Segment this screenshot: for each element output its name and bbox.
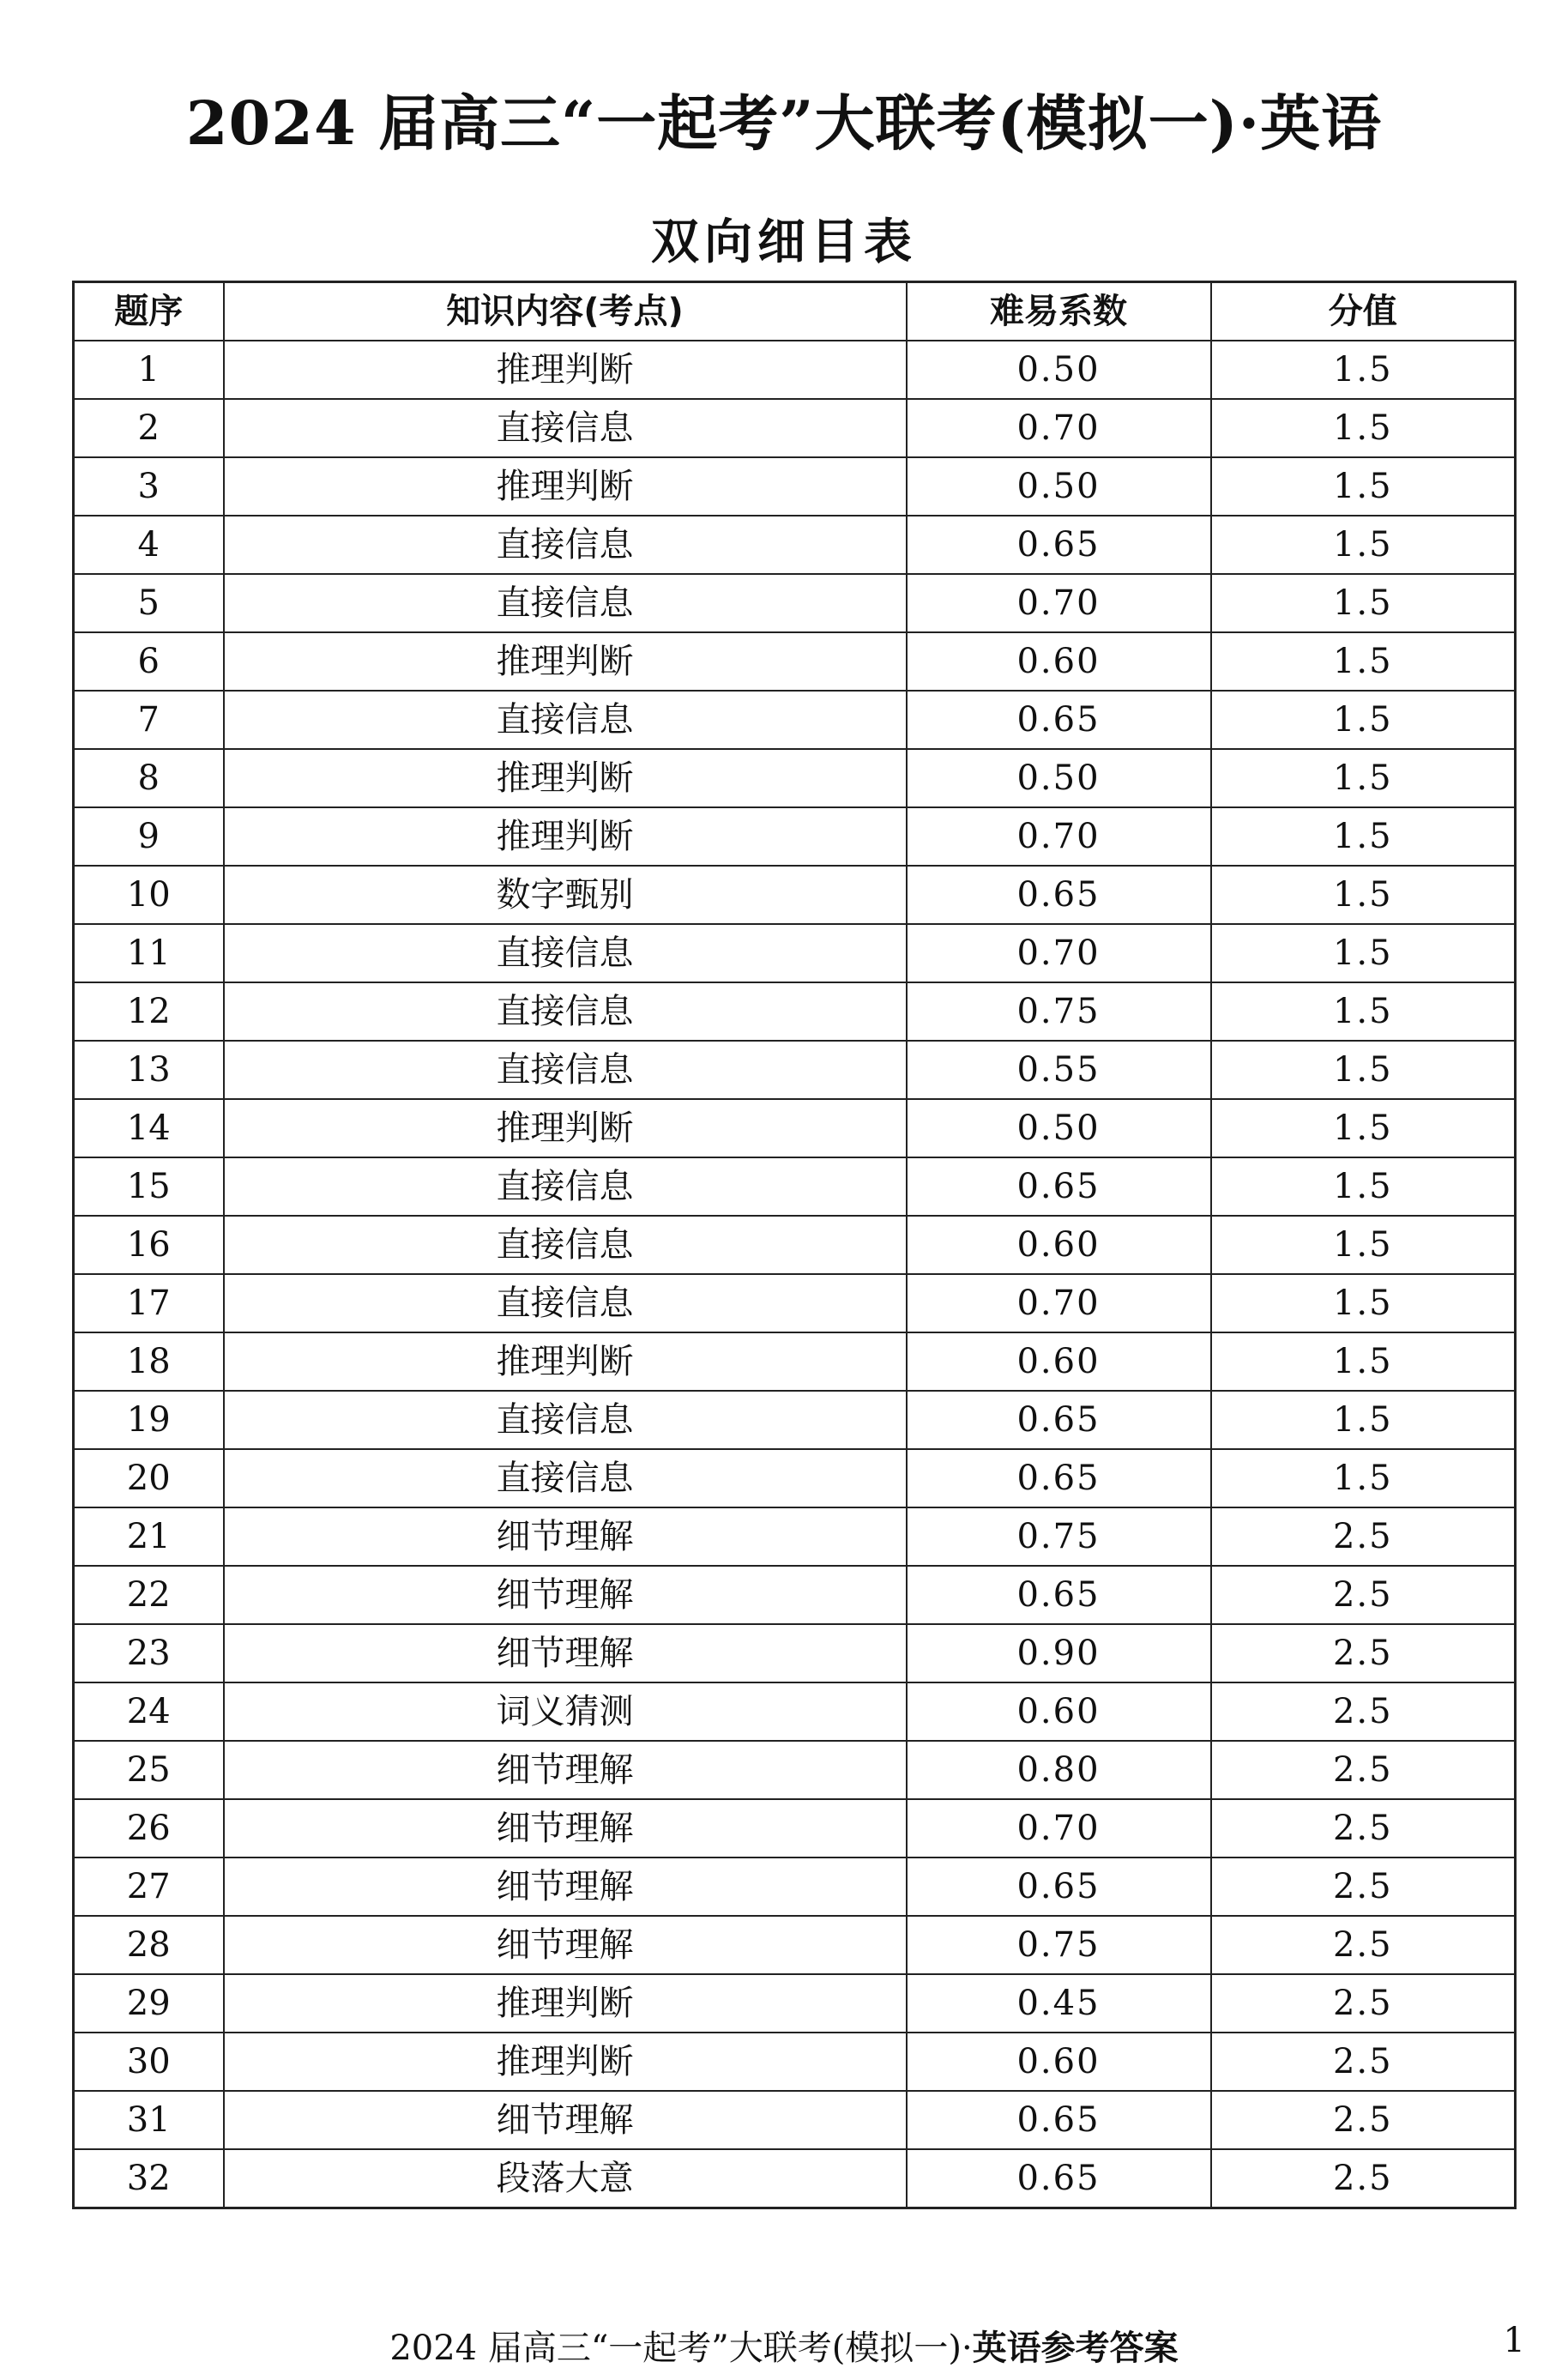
- cell-question-number: 21: [74, 1507, 224, 1566]
- footer-text: 2024 届高三“一起考”大联考(模拟一)·: [389, 2329, 973, 2368]
- cell-knowledge-content: 直接信息: [224, 1274, 907, 1332]
- cell-score: 2.5: [1211, 1624, 1516, 1682]
- cell-score: 1.5: [1211, 1216, 1516, 1274]
- cell-knowledge-content: 推理判断: [224, 1332, 907, 1391]
- table-row: [74, 2091, 1516, 2149]
- cell-knowledge-content: 直接信息: [224, 1041, 907, 1099]
- cell-knowledge-content: 推理判断: [224, 807, 907, 866]
- cell-difficulty: 0.90: [907, 1624, 1211, 1682]
- cell-difficulty: 0.60: [907, 1682, 1211, 1741]
- table-body: [74, 341, 1516, 2208]
- cell-question-number: 20: [74, 1449, 224, 1507]
- table-row: [74, 1507, 1516, 1566]
- cell-score: 1.5: [1211, 457, 1516, 516]
- table-row: [74, 457, 1516, 516]
- cell-score: 2.5: [1211, 1974, 1516, 2033]
- cell-score: 1.5: [1211, 749, 1516, 807]
- cell-difficulty: 0.75: [907, 1507, 1211, 1566]
- cell-difficulty: 0.65: [907, 1157, 1211, 1216]
- cell-difficulty: 0.50: [907, 341, 1211, 399]
- cell-difficulty: 0.65: [907, 516, 1211, 574]
- cell-question-number: 29: [74, 1974, 224, 2033]
- cell-difficulty: 0.70: [907, 1274, 1211, 1332]
- cell-difficulty: 0.50: [907, 749, 1211, 807]
- table-header-row: [74, 282, 1516, 341]
- cell-difficulty: 0.70: [907, 399, 1211, 457]
- table-row: [74, 1974, 1516, 2033]
- cell-difficulty: 0.65: [907, 866, 1211, 924]
- cell-question-number: 2: [74, 399, 224, 457]
- cell-score: 1.5: [1211, 516, 1516, 574]
- cell-score: 1.5: [1211, 399, 1516, 457]
- cell-difficulty: 0.65: [907, 1858, 1211, 1916]
- table-row: [74, 516, 1516, 574]
- cell-difficulty: 0.80: [907, 1741, 1211, 1799]
- cell-score: 1.5: [1211, 1041, 1516, 1099]
- cell-question-number: 22: [74, 1566, 224, 1624]
- cell-difficulty: 0.70: [907, 1799, 1211, 1858]
- table-row: [74, 1799, 1516, 1858]
- table-row: [74, 2033, 1516, 2091]
- table-row: [74, 1449, 1516, 1507]
- table-title: 双向细目表: [651, 214, 917, 270]
- cell-knowledge-content: 推理判断: [224, 457, 907, 516]
- header-question-number: 题序: [74, 282, 224, 341]
- table-row: [74, 1216, 1516, 1274]
- table-row: [74, 1332, 1516, 1391]
- cell-knowledge-content: 推理判断: [224, 1974, 907, 2033]
- cell-score: 1.5: [1211, 1274, 1516, 1332]
- cell-score: 2.5: [1211, 1799, 1516, 1858]
- cell-knowledge-content: 细节理解: [224, 1624, 907, 1682]
- cell-difficulty: 0.60: [907, 632, 1211, 691]
- cell-difficulty: 0.65: [907, 1449, 1211, 1507]
- cell-score: 1.5: [1211, 341, 1516, 399]
- cell-knowledge-content: 词义猜测: [224, 1682, 907, 1741]
- cell-question-number: 5: [74, 574, 224, 632]
- cell-score: 2.5: [1211, 2091, 1516, 2149]
- table-row: [74, 1274, 1516, 1332]
- cell-score: 2.5: [1211, 1916, 1516, 1974]
- cell-score: 1.5: [1211, 632, 1516, 691]
- table-row: [74, 1391, 1516, 1449]
- cell-question-number: 8: [74, 749, 224, 807]
- table-row: [74, 749, 1516, 807]
- cell-question-number: 18: [74, 1332, 224, 1391]
- cell-question-number: 11: [74, 924, 224, 982]
- cell-question-number: 32: [74, 2149, 224, 2208]
- table-row: [74, 574, 1516, 632]
- cell-question-number: 16: [74, 1216, 224, 1274]
- page-number: 1: [1503, 2321, 1525, 2360]
- table-row: [74, 1624, 1516, 1682]
- footer-bold-text: 英语参考答案: [972, 2329, 1179, 2368]
- cell-score: 2.5: [1211, 1682, 1516, 1741]
- cell-difficulty: 0.65: [907, 1391, 1211, 1449]
- cell-question-number: 30: [74, 2033, 224, 2091]
- cell-knowledge-content: 细节理解: [224, 1916, 907, 1974]
- cell-knowledge-content: 直接信息: [224, 574, 907, 632]
- cell-difficulty: 0.75: [907, 982, 1211, 1041]
- cell-score: 1.5: [1211, 924, 1516, 982]
- cell-score: 1.5: [1211, 1449, 1516, 1507]
- cell-question-number: 7: [74, 691, 224, 749]
- cell-knowledge-content: 直接信息: [224, 691, 907, 749]
- table-row: [74, 2149, 1516, 2208]
- cell-knowledge-content: 推理判断: [224, 341, 907, 399]
- cell-score: 1.5: [1211, 807, 1516, 866]
- cell-difficulty: 0.60: [907, 1332, 1211, 1391]
- cell-knowledge-content: 直接信息: [224, 924, 907, 982]
- table-row: [74, 1157, 1516, 1216]
- cell-score: 1.5: [1211, 574, 1516, 632]
- cell-question-number: 13: [74, 1041, 224, 1099]
- cell-knowledge-content: 细节理解: [224, 2091, 907, 2149]
- cell-score: 2.5: [1211, 1507, 1516, 1566]
- cell-knowledge-content: 细节理解: [224, 1507, 907, 1566]
- table-row: [74, 1858, 1516, 1916]
- cell-score: 1.5: [1211, 982, 1516, 1041]
- cell-knowledge-content: 推理判断: [224, 2033, 907, 2091]
- cell-question-number: 15: [74, 1157, 224, 1216]
- cell-difficulty: 0.70: [907, 574, 1211, 632]
- table-row: [74, 1099, 1516, 1157]
- table-row: [74, 1682, 1516, 1741]
- table-row: [74, 691, 1516, 749]
- table-row: [74, 982, 1516, 1041]
- cell-score: 1.5: [1211, 1332, 1516, 1391]
- cell-score: 1.5: [1211, 866, 1516, 924]
- cell-knowledge-content: 细节理解: [224, 1799, 907, 1858]
- cell-knowledge-content: 直接信息: [224, 982, 907, 1041]
- specification-table: [72, 281, 1517, 2209]
- cell-question-number: 19: [74, 1391, 224, 1449]
- cell-question-number: 24: [74, 1682, 224, 1741]
- cell-difficulty: 0.75: [907, 1916, 1211, 1974]
- cell-question-number: 26: [74, 1799, 224, 1858]
- cell-question-number: 25: [74, 1741, 224, 1799]
- table-row: [74, 1916, 1516, 1974]
- footer: [0, 2321, 1568, 2370]
- cell-knowledge-content: 推理判断: [224, 632, 907, 691]
- cell-question-number: 6: [74, 632, 224, 691]
- cell-question-number: 12: [74, 982, 224, 1041]
- cell-question-number: 3: [74, 457, 224, 516]
- table-row: [74, 632, 1516, 691]
- cell-question-number: 14: [74, 1099, 224, 1157]
- cell-score: 1.5: [1211, 1157, 1516, 1216]
- cell-knowledge-content: 直接信息: [224, 399, 907, 457]
- cell-knowledge-content: 直接信息: [224, 1391, 907, 1449]
- cell-difficulty: 0.50: [907, 457, 1211, 516]
- header-knowledge-content: 知识内容(考点): [224, 282, 907, 341]
- cell-question-number: 31: [74, 2091, 224, 2149]
- cell-question-number: 4: [74, 516, 224, 574]
- cell-knowledge-content: 推理判断: [224, 749, 907, 807]
- cell-knowledge-content: 细节理解: [224, 1741, 907, 1799]
- page-title: 2024 届高三“一起考”大联考(模拟一)·英语: [185, 88, 1383, 159]
- cell-difficulty: 0.65: [907, 2149, 1211, 2208]
- cell-difficulty: 0.70: [907, 807, 1211, 866]
- cell-difficulty: 0.55: [907, 1041, 1211, 1099]
- cell-difficulty: 0.60: [907, 1216, 1211, 1274]
- cell-difficulty: 0.45: [907, 1974, 1211, 2033]
- cell-question-number: 10: [74, 866, 224, 924]
- cell-knowledge-content: 直接信息: [224, 516, 907, 574]
- cell-score: 1.5: [1211, 1099, 1516, 1157]
- table-row: [74, 866, 1516, 924]
- header-score: 分值: [1211, 282, 1516, 341]
- table-row: [74, 1741, 1516, 1799]
- cell-score: 2.5: [1211, 1858, 1516, 1916]
- cell-score: 1.5: [1211, 691, 1516, 749]
- cell-difficulty: 0.65: [907, 691, 1211, 749]
- cell-score: 2.5: [1211, 1741, 1516, 1799]
- cell-knowledge-content: 直接信息: [224, 1449, 907, 1507]
- cell-score: 2.5: [1211, 1566, 1516, 1624]
- cell-question-number: 28: [74, 1916, 224, 1974]
- cell-question-number: 17: [74, 1274, 224, 1332]
- cell-knowledge-content: 直接信息: [224, 1216, 907, 1274]
- table-row: [74, 1041, 1516, 1099]
- cell-score: 1.5: [1211, 1391, 1516, 1449]
- table-row: [74, 807, 1516, 866]
- cell-score: 2.5: [1211, 2033, 1516, 2091]
- table-row: [74, 341, 1516, 399]
- cell-difficulty: 0.60: [907, 2033, 1211, 2091]
- table-row: [74, 924, 1516, 982]
- cell-knowledge-content: 段落大意: [224, 2149, 907, 2208]
- cell-difficulty: 0.50: [907, 1099, 1211, 1157]
- cell-knowledge-content: 直接信息: [224, 1157, 907, 1216]
- cell-difficulty: 0.70: [907, 924, 1211, 982]
- cell-difficulty: 0.65: [907, 1566, 1211, 1624]
- cell-knowledge-content: 细节理解: [224, 1566, 907, 1624]
- header-difficulty: 难易系数: [907, 282, 1211, 341]
- cell-question-number: 23: [74, 1624, 224, 1682]
- cell-knowledge-content: 推理判断: [224, 1099, 907, 1157]
- cell-knowledge-content: 数字甄别: [224, 866, 907, 924]
- table-row: [74, 1566, 1516, 1624]
- table-row: [74, 399, 1516, 457]
- cell-question-number: 1: [74, 341, 224, 399]
- cell-difficulty: 0.65: [907, 2091, 1211, 2149]
- cell-knowledge-content: 细节理解: [224, 1858, 907, 1916]
- cell-question-number: 27: [74, 1858, 224, 1916]
- cell-score: 2.5: [1211, 2149, 1516, 2208]
- cell-question-number: 9: [74, 807, 224, 866]
